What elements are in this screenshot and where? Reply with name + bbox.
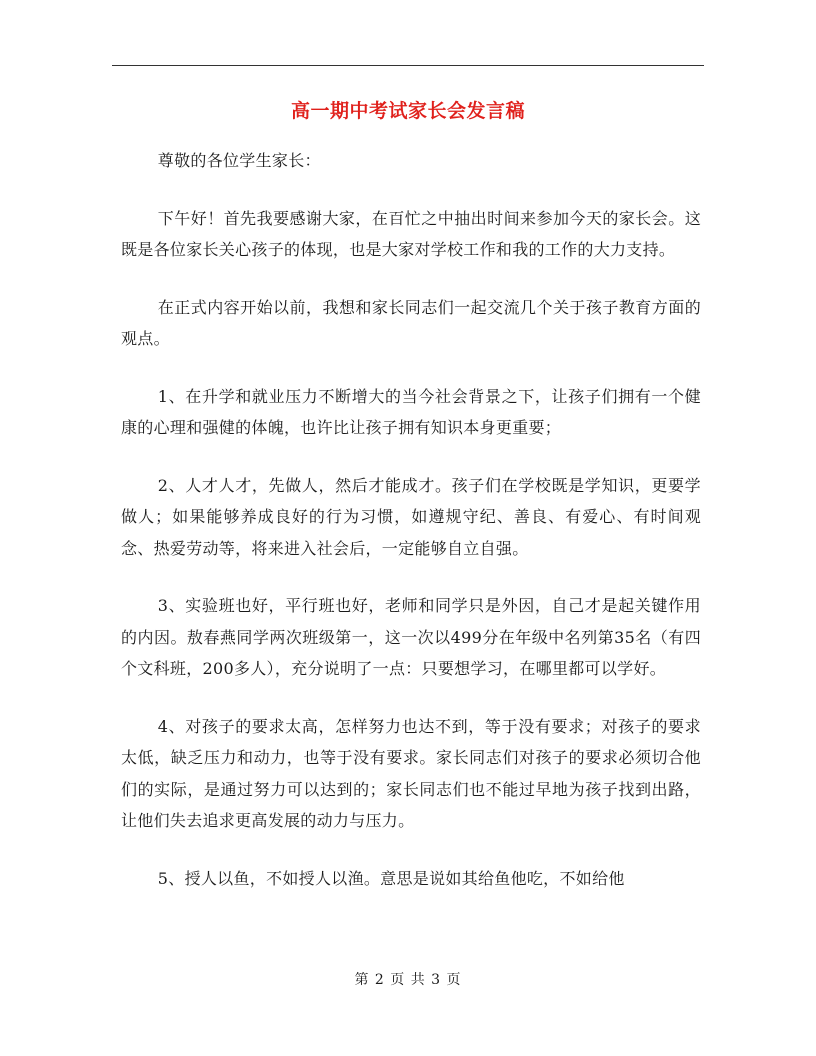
paragraph-point-3: 3、实验班也好，平行班也好，老师和同学只是外因，自己才是起关键作用的内因。敖春燕同学两次班级第一，这一次以499分在年级中名列第35名（有四个文科班，200多人），充分说明了一点：只要想学习，在哪里都可以学好。 (121, 596, 701, 678)
document-title: 高一期中考试家长会发言稿 (290, 100, 525, 122)
document-body (121, 145, 701, 920)
salutation: 尊敬的各位学生家长： (157, 151, 321, 170)
paragraph-point-1: 1、在升学和就业压力不断增大的当今社会背景之下，让孩子们拥有一个健康的心理和强健的体魄，也许比让孩子拥有知识本身更重要； (121, 386, 701, 437)
paragraph-point-5: 5、授人以鱼，不如授人以渔。意思是说如其给鱼他吃，不如给他 (157, 868, 625, 888)
paragraph-intro: 在正式内容开始以前，我想和家长同志们一起交流几个关于孩子教育方面的观点。 (121, 297, 701, 348)
page-number-footer: 第 2 页 共 3 页 (354, 972, 462, 988)
paragraph-point-2: 2、人才人才，先做人，然后才能成才。孩子们在学校既是学知识，更要学做人；如果能够养成良好的行为习惯，如遵规守纪、善良、有爱心、有时间观念、热爱劳动等，将来进入社会后，一定能够自立自强。 (121, 475, 701, 558)
paragraph-point-4: 4、对孩子的要求太高，怎样努力也达不到，等于没有要求；对孩子的要求太低，缺乏压力和动力，也等于没有要求。家长同志们对孩子的要求必须切合他们的实际，是通过努力可以达到的；家长同志们也不能过早地为孩子找到出路，让他们失去追求更高发展的动力与压力。 (121, 716, 701, 830)
paragraph-greeting: 下午好！首先我要感谢大家，在百忙之中抽出时间来参加今天的家长会。这既是各位家长关心孩子的体现，也是大家对学校工作和我的工作的大力支持。 (121, 208, 701, 259)
header-rule (112, 65, 704, 66)
